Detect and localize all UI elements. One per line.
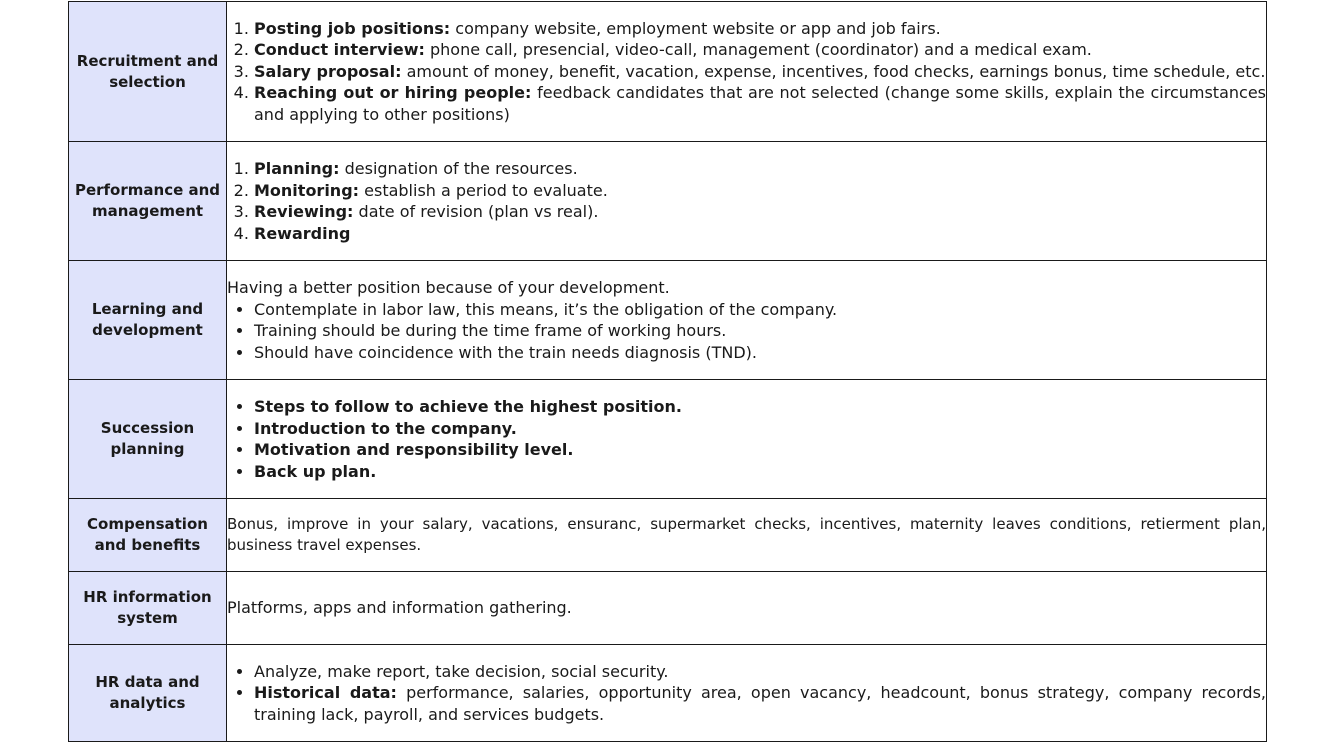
list-item: 2. Conduct interview: phone call, presencial, video-call, management (coordinator) and a medical exam.	[254, 39, 1266, 61]
list-item: 1. Planning: designation of the resources.	[254, 158, 1266, 180]
row-label: HR data and analytics	[69, 645, 227, 742]
list-item: • Contemplate in labor law, this means, it’s the obligation of the company.	[254, 299, 1266, 321]
row-label: HR information system	[69, 572, 227, 645]
row-content	[227, 142, 1267, 261]
list-item: 1. Posting job positions: company website, employment website or app and job fairs.	[254, 18, 1266, 40]
table-row	[69, 645, 1267, 742]
list-item: • Back up plan.	[254, 461, 1266, 483]
hr-functions-table	[68, 1, 1267, 742]
list-item: • Steps to follow to achieve the highest position.	[254, 396, 1266, 418]
bullet-list	[227, 299, 1266, 364]
row-content	[227, 572, 1267, 645]
list-item: • Introduction to the company.	[254, 418, 1266, 440]
intro-text: Having a better position because of your development.	[227, 278, 670, 297]
list-item: 3. Salary proposal: amount of money, benefit, vacation, expense, incentives, food checks, earnings bonus, time schedule, etc.	[254, 61, 1266, 83]
list-item: • Analyze, make report, take decision, social security.	[254, 661, 1266, 683]
bullet-list	[227, 396, 1266, 482]
list-item: 4. Rewarding	[254, 223, 1266, 245]
table-row	[69, 2, 1267, 142]
numbered-list	[227, 158, 1266, 244]
row-content	[227, 380, 1267, 499]
row-content	[227, 261, 1267, 380]
paragraph: Bonus, improve in your salary, vacations, ensuranc, supermarket checks, incentives, maternity leaves conditions, retierment plan, business travel expenses.	[227, 515, 1266, 554]
paragraph: Platforms, apps and information gathering.	[227, 598, 572, 618]
list-item: 3. Reviewing: date of revision (plan vs real).	[254, 201, 1266, 223]
row-label: Performance and management	[69, 142, 227, 261]
list-item: • Training should be during the time frame of working hours.	[254, 320, 1266, 342]
list-item: • Motivation and responsibility level.	[254, 439, 1266, 461]
numbered-list	[227, 18, 1266, 126]
row-content	[227, 2, 1267, 142]
row-content	[227, 499, 1267, 572]
table-row	[69, 572, 1267, 645]
table-row	[69, 499, 1267, 572]
list-item: 2. Monitoring: establish a period to evaluate.	[254, 180, 1266, 202]
list-item: • Should have coincidence with the train needs diagnosis (TND).	[254, 342, 1266, 364]
list-item: 4. Reaching out or hiring people: feedback candidates that are not selected (change some skills, explain the circumstances and applying to other positions)	[254, 82, 1266, 125]
row-label: Recruitment and selection	[69, 2, 227, 142]
row-label: Succession planning	[69, 380, 227, 499]
list-item: • Historical data: performance, salaries, opportunity area, open vacancy, headcount, bonus strategy, company records, training lack, payroll, and services budgets.	[254, 682, 1266, 725]
table-row	[69, 380, 1267, 499]
row-content	[227, 645, 1267, 742]
row-label: Compensation and benefits	[69, 499, 227, 572]
table-row	[69, 261, 1267, 380]
table-row	[69, 142, 1267, 261]
row-label: Learning and development	[69, 261, 227, 380]
bullet-list	[227, 661, 1266, 726]
